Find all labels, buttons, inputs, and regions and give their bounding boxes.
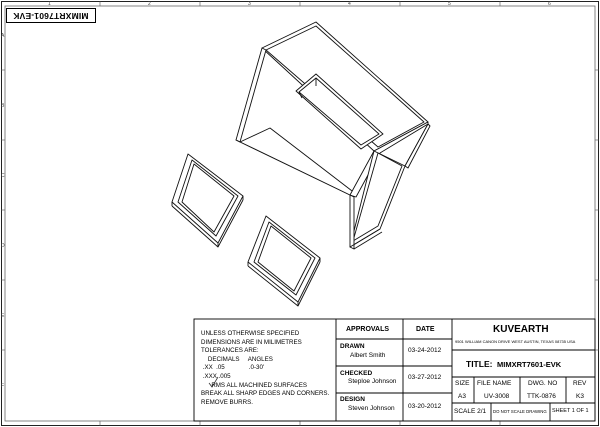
general-notes	[201, 330, 333, 407]
note-line: .XX .05 .0-30'	[201, 364, 265, 372]
zone-label-side-e: E	[1, 313, 5, 319]
checked-label: CHECKED	[340, 370, 373, 377]
note-line: DECIMALS ANGLES	[201, 355, 273, 363]
scale-label: SCALE 2/1	[454, 408, 487, 415]
panel-part-left	[172, 154, 243, 247]
do-not-scale-note: DO NOT SCALE DRAWING	[493, 409, 547, 414]
design-date: 03-20-2012	[408, 403, 442, 410]
design-name: Steven Johnson	[348, 405, 395, 412]
rev-label: REV	[573, 380, 587, 387]
zone-label-top-1: 1	[48, 1, 51, 7]
size-value: A3	[458, 393, 466, 400]
file-name-value: UV-3008	[484, 393, 510, 400]
size-label: SIZE	[455, 380, 470, 387]
drawn-name: Albert Smith	[350, 352, 386, 359]
approvals-header: APPROVALS	[346, 326, 390, 333]
zone-label-top-3: 3	[248, 1, 251, 7]
title-label: TITLE:	[466, 359, 493, 369]
dwg-no-label: DWG. NO	[528, 380, 558, 387]
sheet-number: SHEET 1 OF 1	[552, 408, 589, 414]
zone-label-top-4: 4	[348, 1, 351, 7]
corner-part-number-box	[6, 8, 96, 23]
zone-label-side-c: C	[1, 173, 5, 179]
note-line: BREAK ALL SHARP EDGES AND CORNERS.	[201, 390, 330, 398]
rev-value: K3	[576, 393, 584, 400]
note-line: .XXX .005	[201, 372, 231, 380]
zone-label-top-2: 2	[148, 1, 151, 7]
dwg-no-value: TTK-0876	[527, 393, 556, 400]
zone-label-side-f: F	[1, 383, 5, 389]
file-name-label: FILE NAME	[477, 380, 512, 387]
drawn-date: 03-24-2012	[408, 347, 442, 354]
design-label: DESIGN	[340, 396, 365, 403]
company-name: KUVEARTH	[493, 324, 549, 335]
checked-date: 03-27-2012	[408, 374, 442, 381]
panel-part-right	[248, 216, 320, 306]
drawing-title: MIMXRT7601-EVK	[497, 360, 562, 369]
checked-name: Steploe Johnson	[348, 378, 397, 385]
corner-part-number: MIMXRT7601-EVK	[13, 10, 89, 21]
note-line: UNLESS OTHERWISE SPECIFIED	[201, 330, 300, 337]
zone-label-side-a: A	[1, 33, 5, 39]
zone-label-top-6: 6	[548, 1, 551, 7]
company-address: 9501 WILLIAM CANON DRIVE WEST AUSTIN, TEXAS 08735 USA	[455, 339, 576, 344]
note-line: TOLERANCES ARE:	[201, 347, 259, 355]
note-line: RMS ALL MACHINED SURFACES	[201, 381, 308, 389]
zone-label-side-d: D	[1, 243, 5, 249]
note-line: REMOVE BURRS.	[201, 398, 253, 406]
drawn-label: DRAWN	[340, 343, 365, 350]
zone-label-top-5: 5	[448, 1, 451, 7]
zone-label-side-b: B	[1, 103, 5, 109]
enclosure-isometric-view	[236, 22, 430, 249]
date-header: DATE	[416, 326, 435, 333]
note-line: DIMENSIONS ARE IN MILIMETRES	[201, 338, 302, 346]
